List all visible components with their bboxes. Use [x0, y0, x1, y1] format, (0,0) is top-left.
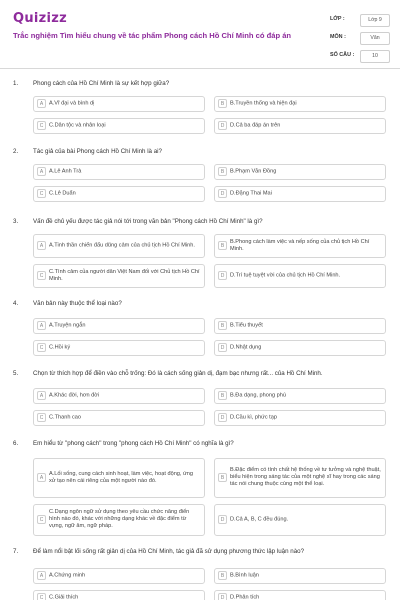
option-letter: C	[37, 189, 46, 198]
question-number: 6.	[13, 440, 19, 447]
option-text: C.Tình cảm của người dân Việt Nam đối với Chủ tịch Hồ Chí Minh.	[49, 268, 200, 282]
option-text: B.Phạm Văn Đồng	[230, 168, 277, 175]
option-letter: D	[218, 121, 227, 130]
option-text: C.Giải thích	[49, 594, 79, 600]
option-a[interactable]	[33, 318, 205, 334]
option-a[interactable]	[33, 234, 205, 258]
option-letter: C	[37, 593, 46, 600]
question-number: 7.	[13, 548, 19, 555]
option-text: B.Đa dạng, phong phú	[230, 392, 286, 399]
option-text: C.Lê Duẩn	[49, 190, 76, 197]
option-text: A.Truyện ngắn	[49, 322, 86, 329]
option-text: D.Đặng Thai Mai	[230, 190, 272, 197]
quiz-header	[0, 0, 400, 69]
option-letter: C	[37, 271, 46, 280]
question-number: 5.	[13, 370, 19, 377]
option-text: A.Tinh thần chiến đấu dũng cảm của chủ tịch Hồ Chí Minh.	[49, 242, 195, 249]
option-c[interactable]	[33, 410, 205, 426]
meta-label: SỐ CÂU :	[330, 52, 355, 58]
option-b[interactable]	[214, 388, 386, 404]
option-letter: D	[218, 189, 227, 198]
option-b[interactable]	[214, 458, 386, 498]
option-text: C.Thanh cao	[49, 414, 82, 421]
quiz-meta	[330, 14, 392, 68]
option-letter: A	[37, 571, 46, 580]
option-text: C.Dạng ngôn ngữ sử dụng theo yêu cầu chức năng điển hình nào đó, khác với những dạng khác về đặc điểm từ vựng, ngữ âm, ngữ pháp.	[49, 509, 190, 530]
option-text: D.Trí tuệ tuyệt vời của chủ tịch Hồ Chí Minh.	[230, 272, 341, 279]
option-text: C.Hồi ký	[49, 344, 71, 351]
option-c[interactable]	[33, 504, 205, 536]
question-text: Văn bản này thuộc thể loại nào?	[33, 300, 122, 307]
meta-label: MÔN :	[330, 34, 346, 40]
meta-grade	[330, 14, 392, 28]
option-letter: B	[218, 391, 227, 400]
meta-label: LỚP :	[330, 16, 345, 22]
option-d[interactable]	[214, 504, 386, 536]
option-b[interactable]	[214, 164, 386, 180]
option-letter: D	[218, 515, 227, 524]
option-c[interactable]	[33, 340, 205, 356]
option-text: D.Cả ba đáp án trên	[230, 122, 281, 129]
option-letter: A	[37, 241, 46, 250]
meta-question-count	[330, 50, 392, 64]
option-d[interactable]	[214, 264, 386, 288]
option-text: B.Tiểu thuyết	[230, 322, 263, 329]
option-letter: D	[218, 271, 227, 280]
option-text: A.Chứng minh	[49, 572, 86, 579]
option-letter: C	[37, 413, 46, 422]
meta-value: Lớp 9	[360, 14, 390, 27]
option-b[interactable]	[214, 234, 386, 258]
option-d[interactable]	[214, 410, 386, 426]
option-letter: A	[37, 321, 46, 330]
option-letter: A	[37, 99, 46, 108]
option-d[interactable]	[214, 186, 386, 202]
option-text: D.Cả A, B, C đều đúng.	[230, 516, 289, 523]
option-a[interactable]	[33, 164, 205, 180]
question-number: 1.	[13, 80, 19, 87]
option-b[interactable]	[214, 318, 386, 334]
option-letter: C	[37, 515, 46, 524]
option-text: A.Lê Anh Trà	[49, 168, 82, 175]
option-letter: B	[218, 571, 227, 580]
option-letter: D	[218, 413, 227, 422]
option-letter: D	[218, 593, 227, 600]
option-b[interactable]	[214, 568, 386, 584]
option-c[interactable]	[33, 118, 205, 134]
option-text: D.Cầu kì, phức tạp	[230, 414, 277, 421]
option-a[interactable]	[33, 96, 205, 112]
option-letter: B	[218, 321, 227, 330]
option-letter: A	[37, 391, 46, 400]
question-number: 3.	[13, 218, 19, 225]
option-text: A.Lối sống, cung cách sinh hoạt, làm việc, hoạt động, ứng xử tạo nên cái riêng của một người nào đó.	[49, 470, 193, 484]
option-letter: A	[37, 473, 46, 482]
option-d[interactable]	[214, 340, 386, 356]
meta-subject	[330, 32, 392, 46]
option-text: A.Khác đời, hơn đời	[49, 392, 100, 399]
option-text: B.Đặc điểm có tính chất hệ thống về tư tưởng và nghệ thuật, biểu hiện trong sáng tác của một nghệ sĩ hay trong các sáng tác nói chung thuộc cùng một thể loại.	[230, 467, 381, 488]
quizizz-logo	[13, 11, 67, 26]
question-text: Em hiểu từ "phong cách" trong "phong cách Hồ Chí Minh" có nghĩa là gì?	[33, 440, 234, 447]
question-text: Để làm nổi bật lối sống rất giản dị của Hồ Chí Minh, tác giả đã sử dụng phương thức lập luận nào?	[33, 548, 305, 555]
logo-text: Quizizz	[13, 11, 68, 26]
option-a[interactable]	[33, 568, 205, 584]
option-text: A.Vĩ đại và bình dị	[49, 100, 95, 107]
option-letter: D	[218, 343, 227, 352]
option-c[interactable]	[33, 186, 205, 202]
option-a[interactable]	[33, 388, 205, 404]
option-text: D.Nhật dụng	[230, 344, 262, 351]
question-number: 4.	[13, 300, 19, 307]
question-number: 2.	[13, 148, 19, 155]
option-c[interactable]	[33, 264, 205, 288]
question-text: Phong cách của Hồ Chí Minh là sự kết hợp giữa?	[33, 80, 170, 87]
option-letter: C	[37, 343, 46, 352]
option-text: B.Phong cách làm việc và nếp sống của chủ tịch Hồ Chí Minh.	[230, 238, 370, 252]
option-c[interactable]	[33, 590, 205, 600]
question-text: Vấn đề chủ yếu được tác giả nói tới trong văn bản "Phong cách Hồ Chí Minh" là gì?	[33, 218, 263, 225]
option-d[interactable]	[214, 118, 386, 134]
option-text: B.Truyền thống và hiện đại	[230, 100, 297, 107]
option-letter: A	[37, 167, 46, 176]
option-text: D.Phân tích	[230, 594, 260, 600]
option-text: C.Dân tộc và nhân loại	[49, 122, 106, 129]
option-letter: C	[37, 121, 46, 130]
meta-value: Văn	[360, 32, 390, 45]
option-b[interactable]	[214, 96, 386, 112]
question-text: Tác giả của bài Phong cách Hồ Chí Minh là ai?	[33, 148, 162, 155]
meta-value: 10	[360, 50, 390, 63]
option-letter: B	[218, 99, 227, 108]
option-text: B.Bình luận	[230, 572, 259, 579]
document-title: Trắc nghiệm Tìm hiểu chung về tác phẩm Phong cách Hồ Chí Minh có đáp án	[13, 31, 292, 40]
option-letter: B	[218, 473, 227, 482]
question-text: Chọn từ thích hợp để điền vào chỗ trống: Đó là cách sống giản dị, đạm bạc nhưng rất... của Hồ Chí Minh.	[33, 370, 323, 377]
option-letter: B	[218, 241, 227, 250]
option-letter: B	[218, 167, 227, 176]
option-d[interactable]	[214, 590, 386, 600]
option-a[interactable]	[33, 458, 205, 498]
